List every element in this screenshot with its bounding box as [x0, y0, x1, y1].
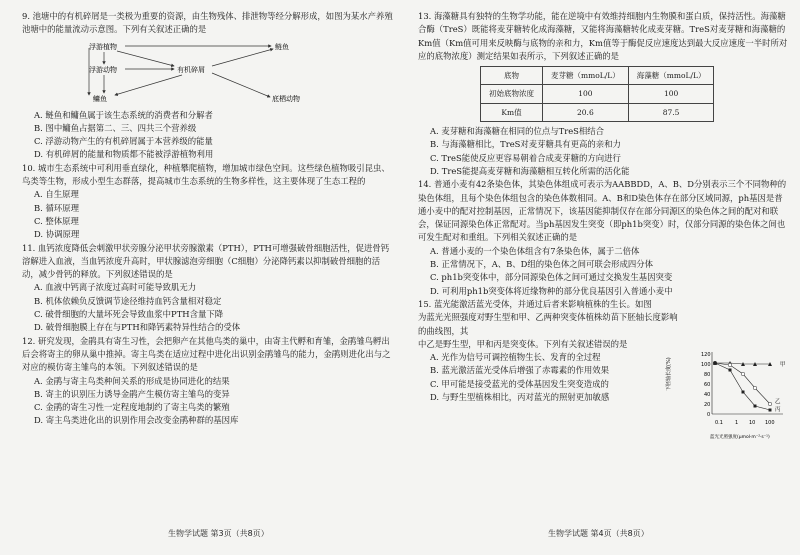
x-tick: 10: [749, 420, 756, 426]
series-jia-points: [713, 361, 772, 366]
table-row: [481, 85, 714, 103]
q15-option-c: C. 甲可能是接受蓝光的受体基因发生突变造成的: [430, 378, 609, 389]
q13-option-b: B. 与海藻糖相比，TreS对麦芽糖具有更高的亲和力: [430, 139, 621, 150]
table-row: [481, 103, 714, 121]
node-bighead-carp: 鳙鱼: [93, 94, 107, 103]
y-axis-label: 下胚轴长度(%): [666, 357, 672, 391]
q15-option-d: D. 与野生型植株相比，丙对蓝光的照射更加敏感: [430, 392, 610, 403]
x-tick: 1: [735, 420, 739, 426]
table-header-row: [481, 67, 714, 85]
q11-stem: 11. 血钙浓度降低会刺激甲状旁腺分泌甲状旁腺激素（PTH），PTH可增强破骨细胞活性，促进骨钙溶解进入血液，当血钙浓度升高时，甲状腺滤泡旁细胞（C细胞）分泌降钙素以抑制破骨细胞的活动，减少骨钙的释放。下列叙述错误的是: [22, 242, 390, 280]
right-page: [418, 10, 790, 404]
q15-stem-line-3: 中乙是野生型，甲和丙是突变体。下列有关叙述错误的是: [418, 338, 628, 349]
x-tick: 0.1: [715, 420, 723, 426]
q11-option-d: D. 破骨细胞膜上存在与PTH和降钙素特异性结合的受体: [34, 322, 241, 333]
node-benthic: 底栖动物: [272, 94, 300, 103]
table-cell: 87.5: [628, 103, 714, 121]
q12-option-c: C. 金鹃的寄生习性一定程度地制约了寄主鸟类的繁殖: [34, 402, 230, 413]
label-yi: 乙: [775, 399, 781, 405]
left-page: [22, 10, 394, 428]
label-bing: 丙: [775, 407, 781, 413]
food-web-diagram: [77, 37, 327, 109]
table-header-cell: 底物: [481, 67, 543, 85]
q9-option-a: A. 鲢鱼和鳙鱼属于该生态系统的消费者和分解者: [34, 109, 213, 120]
series-yi-points: [713, 361, 772, 406]
q12-option-a: A. 金鹃与寄主鸟类种间关系的形成是协同进化的结果: [34, 375, 230, 386]
y-tick: 100: [701, 362, 711, 368]
q10-option-b: B. 循环原理: [34, 202, 79, 213]
q15-option-a: A. 光作为信号可调控植物生长、发育的全过程: [430, 352, 601, 363]
node-organic-debris: 有机碎屑: [177, 65, 205, 74]
q14-option-a: A. 普通小麦的一个染色体组含有7条染色体，属于二倍体: [430, 245, 640, 256]
table-header-cell: 海藻糖（mmoL/L）: [628, 67, 714, 85]
series-bing-line: [715, 363, 770, 410]
q9-option-d: D. 有机碎屑的能量和物质都不能被浮游植物利用: [34, 149, 214, 160]
table-cell: Km值: [481, 103, 543, 121]
q10-option-a: A. 自生原理: [34, 189, 79, 200]
q13-option-c: C. TreS能使反应更容易朝着合成麦芽糖的方向进行: [430, 152, 621, 163]
table-cell: 20.6: [543, 103, 629, 121]
q15-stem-line-2: 为蓝光光照强度对野生型和甲、乙两种突变体植株幼苗下胚轴长度影响的曲线图，其: [418, 312, 678, 336]
q10-option-d: D. 协调原理: [34, 229, 80, 240]
y-tick: 20: [704, 402, 711, 408]
right-page-footer: 生物学试题 第4页（共8页）: [548, 529, 649, 538]
q12-option-d: D. 寄主鸟类进化出的识别作用会改变金鹃种群的基因库: [34, 415, 239, 426]
q15-option-b: B. 蓝光激活蓝光受体后增强了赤霉素的作用效果: [430, 365, 609, 376]
node-floating-plants: 浮游植物: [89, 42, 117, 51]
x-axis-label: 蓝光光照强度(μmol·m⁻²·s⁻¹): [710, 435, 770, 440]
table-cell: 100: [543, 85, 629, 103]
q10-stem: 10. 城市生态系统中可利用垂直绿化，种植攀爬植物，增加城市绿色空间。这些绿色植物吸引昆虫、鸟类等生物，形成小型生态群落，提高城市生态系统的生物多样性，这主要体现了生态工程的: [22, 162, 390, 187]
hypocotyl-graph: [666, 348, 795, 443]
y-tick: 80: [704, 372, 711, 378]
y-tick: 60: [704, 382, 711, 388]
q11-option-a: A. 血液中钙离子浓度过高时可能导致肌无力: [34, 282, 197, 293]
q9-option-b: B. 图中鳙鱼占据第二、三、四共三个营养级: [34, 122, 197, 133]
q11-option-b: B. 机体依赖负反馈调节途径维持血钙含量相对稳定: [34, 295, 222, 306]
table-cell: 初始底物浓度: [481, 85, 543, 103]
q14-stem: 14. 普通小麦有42条染色体，其染色体组成可表示为AABBDD，A、B、D分别表示三个不同物种的染色体组，且每个染色体组包含的染色体数相同。A、B和D染色体存在部分区域同源，ph基因是普通小麦中的配对控制基因，正常情况下，该基因能抑制仅存在部分同源区的染色体之间的配对和联会，保证同源染色体正常配对。当ph基因发生突变（即ph1b突变）时，仅部分同源的染色体之间也可发生配对和重组。下列相关叙述正确的是: [418, 179, 787, 243]
q12-option-b: B. 寄主的识别压力诱导金鹃产生模仿寄主雏鸟的变异: [34, 388, 230, 399]
table-header-cell: 麦芽糖（mmoL/L）: [543, 67, 629, 85]
q14-option-d: D. 可利用ph1b突变体将近缘物种的部分优良基因引入普通小麦中: [430, 285, 673, 296]
x-tick: 100: [765, 420, 775, 426]
q13-option-d: D. TreS能提高麦芽糖和海藻糖相互转化所需的活化能: [430, 165, 630, 176]
q15-stem-line-1: 15. 蓝光能激活蓝光受体，并通过后者来影响植株的生长。如图: [418, 298, 652, 309]
q13-option-a: A. 麦芽糖和海藻糖在相同的位点与TreS相结合: [430, 126, 605, 137]
series-bing-points: [714, 362, 772, 412]
q11-option-c: C. 破骨细胞的大量坏死会导致血浆中PTH含量下降: [34, 309, 224, 320]
q12-stem: 12. 研究发现，金鹃具有寄生习性，会把卵产在其他鸟类的巢中，由寄主代孵和育雏，金鹃雏鸟孵出后会将寄主的卵从巢中推掉。寄主鸟类在适应过程中进化出识别金鹃雏鸟的能力，金鹃则进化出与之对应的模仿寄主雏鸟的本领。下列叙述错误的是: [22, 335, 391, 373]
q10-option-c: C. 整体原理: [34, 215, 79, 226]
q14-option-b: B. 正常情况下，A、B、D组的染色体之间可联会形成四分体: [430, 259, 654, 270]
left-page-footer: 生物学试题 第3页（共8页）: [168, 529, 269, 538]
table-cell: 100: [628, 85, 714, 103]
label-jia: 甲: [780, 362, 786, 368]
q9-stem: 9. 池塘中的有机碎屑是一类极为重要的资源，由生物残体、排泄物等经分解形成，如图为某水产养殖池塘中的能量流动示意图。下列有关叙述正确的是: [22, 11, 393, 35]
km-table: [480, 66, 714, 122]
series-yi-line: [715, 363, 770, 404]
q13-stem: 13. 海藻糖具有独特的生物学功能，能在逆境中有效维持细胞内生物膜和蛋白质，保持活性。海藻糖合酶（TreS）既能将麦芽糖转化成海藻糖，又能将海藻糖转化成麦芽糖。TreS对麦芽糖和海藻糖的Km值（Km值可用来反映酶与底物的亲和力，Km值等于酶促反应速度达到最大反应速度一半时所对应的底物浓度）测定结果如表所示，下列叙述正确的是: [418, 11, 788, 61]
node-silver-carp: 鲢鱼: [275, 42, 289, 51]
q9-option-c: C. 浮游动物产生的有机碎屑属于本营养级的能量: [34, 136, 213, 147]
y-tick: 40: [704, 392, 711, 398]
y-tick: 120: [701, 352, 711, 358]
q14-option-c: C. ph1b突变体中，部分同源染色体之间可通过交换发生基因突变: [430, 272, 673, 283]
node-floating-animals: 浮游动物: [89, 65, 117, 74]
y-tick: 0: [707, 412, 711, 418]
